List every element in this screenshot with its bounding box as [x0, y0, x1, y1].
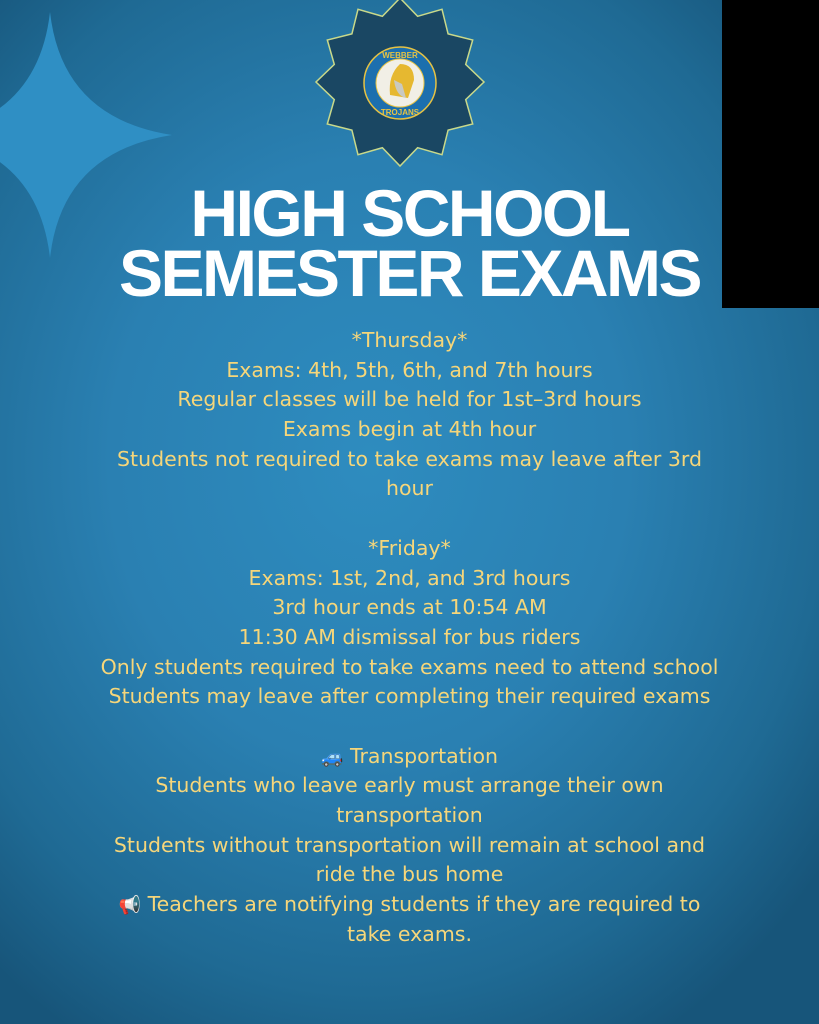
svg-text:TROJANS: TROJANS	[380, 108, 420, 117]
line-text: 11:30 AM dismissal for bus riders	[238, 624, 581, 649]
megaphone-icon: 📢	[118, 895, 142, 917]
line-text: Only students required to take exams need to attend school	[100, 654, 719, 679]
announcement-line	[20, 831, 799, 861]
announcement-line	[20, 385, 799, 415]
line-text: Exams: 1st, 2nd, and 3rd hours	[248, 565, 571, 590]
title-line-1: HIGH SCHOOL	[190, 176, 629, 250]
line-text: take exams.	[347, 921, 472, 946]
announcement-line	[20, 474, 799, 504]
announcement-line	[20, 623, 799, 653]
blank-line	[20, 504, 799, 534]
blank-line	[20, 712, 799, 742]
webber-trojans-logo	[364, 47, 436, 119]
announcement-line	[20, 920, 799, 950]
announcement-line	[20, 890, 799, 920]
line-text: transportation	[336, 803, 483, 827]
announcement-line	[20, 534, 799, 564]
announcement-line	[20, 415, 799, 445]
line-text: 3rd hour ends at 10:54 AM	[272, 595, 547, 620]
announcement-line	[20, 564, 799, 594]
announcement-line	[20, 653, 799, 683]
svg-text:WEBBER: WEBBER	[382, 51, 418, 60]
line-text: Students may leave after completing their required exams	[108, 684, 711, 709]
line-text: Exams begin at 4th hour	[282, 417, 537, 442]
line-text: Students not required to take exams may leave after 3rd	[117, 446, 702, 471]
title-line-2: SEMESTER EXAMS	[118, 236, 701, 310]
line-text: hour	[386, 476, 433, 501]
line-text: ride the bus home	[315, 862, 504, 887]
car-icon: 🚙	[321, 746, 344, 768]
announcement-line	[20, 860, 799, 890]
announcement-line	[20, 356, 799, 386]
announcement-body	[20, 326, 799, 949]
line-text: Regular classes will be held for 1st–3rd hours	[177, 387, 642, 412]
line-text: Students who leave early must arrange their own	[155, 773, 664, 798]
announcement-line	[20, 742, 799, 772]
line-text: Exams: 4th, 5th, 6th, and 7th hours	[226, 357, 593, 382]
line-text: *Thursday*	[351, 328, 468, 352]
line-text: Teachers are notifying students if they are required to	[147, 892, 701, 917]
announcement-line	[20, 445, 799, 475]
announcement-line	[20, 593, 799, 623]
announcement-line	[20, 801, 799, 831]
line-text: *Friday*	[368, 535, 451, 560]
school-badge	[310, 0, 490, 170]
announcement-line	[20, 771, 799, 801]
line-text: Transportation	[349, 743, 498, 768]
announcement-line	[20, 682, 799, 712]
announcement-line	[20, 326, 799, 356]
line-text: Students without transportation will remain at school and	[113, 832, 706, 857]
